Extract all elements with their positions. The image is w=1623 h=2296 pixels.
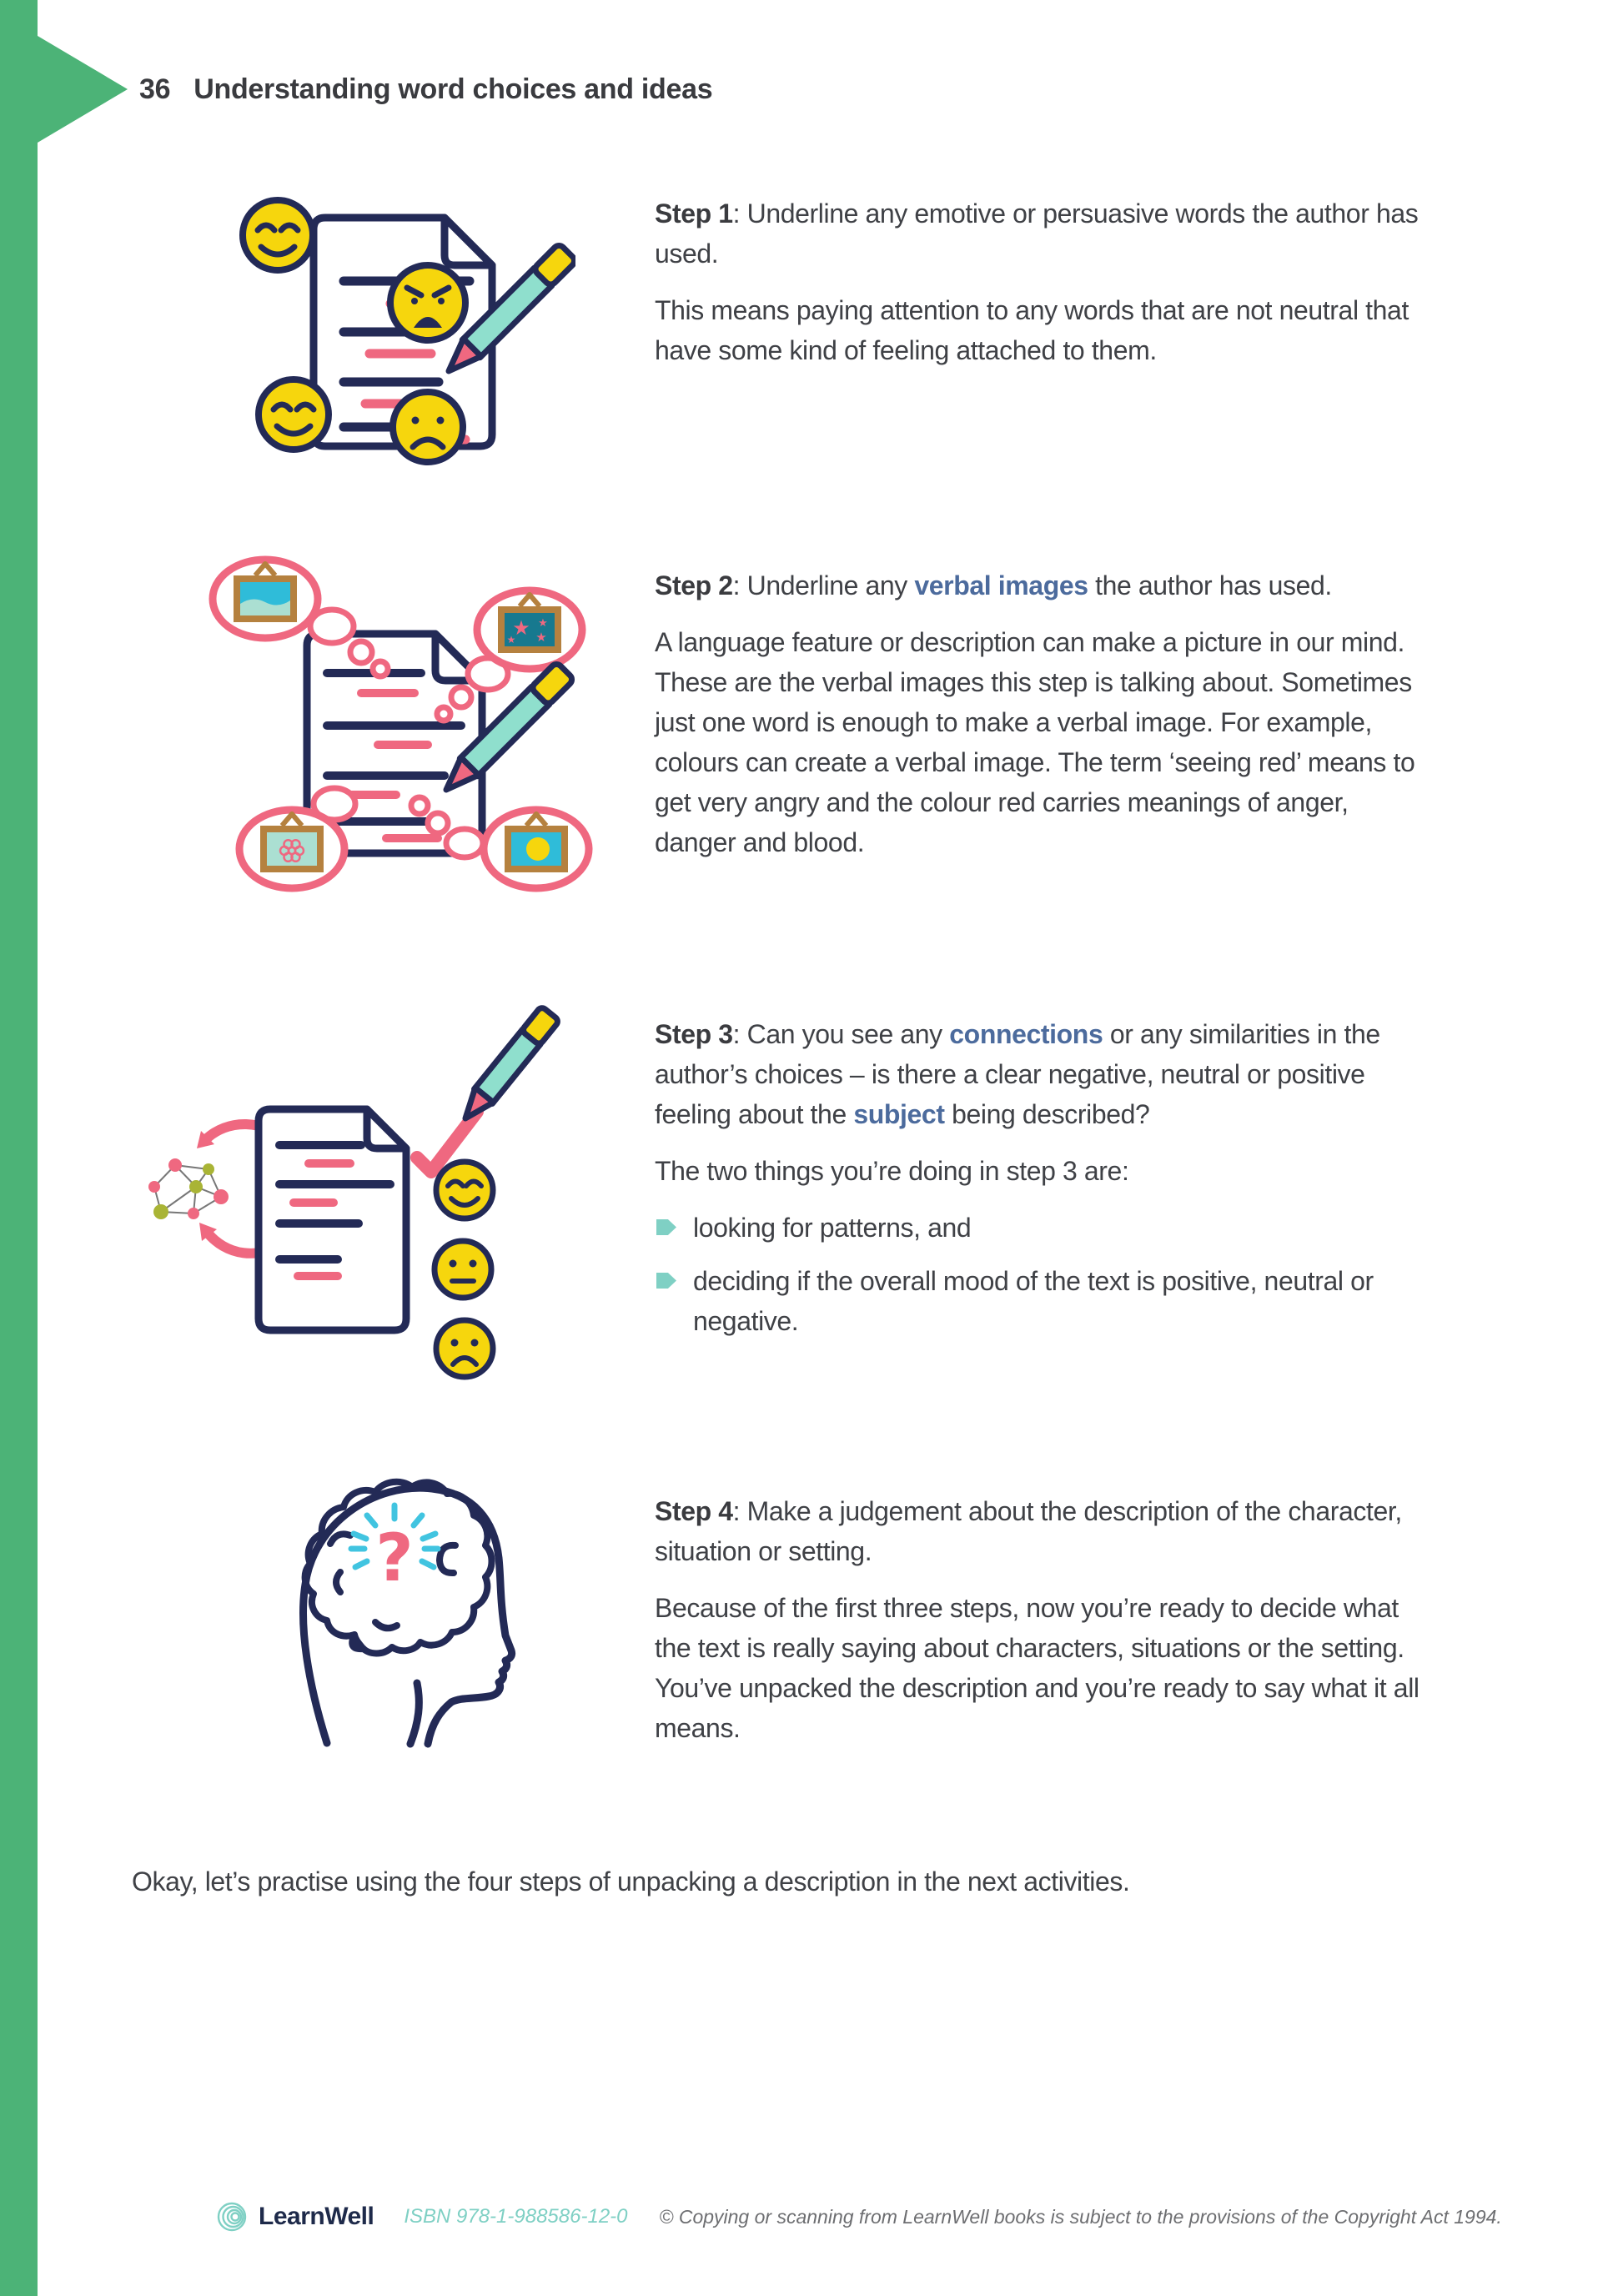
keyword-subject: subject [853, 1099, 945, 1129]
document-icon [259, 1109, 406, 1330]
svg-text:★: ★ [535, 630, 547, 645]
step4-text [655, 1491, 1435, 1765]
framed-stars-picture-icon [477, 590, 582, 669]
step1-body: This means paying attention to any words that are not neutral that have some kind of feeling attached to them. [655, 295, 1409, 365]
step1-text [655, 193, 1435, 387]
learnwell-logo-icon [215, 2200, 249, 2233]
happy-emoji-icon [259, 379, 329, 450]
closing-paragraph: Okay, let’s practise using the four steps of unpacking a description in the next activities. [132, 1866, 1130, 1897]
step3-bullet-list [655, 1208, 1435, 1341]
step3-intro: The two things you’re doing in step 3 are: [655, 1156, 1129, 1186]
sidebar-arrow-icon [38, 36, 128, 143]
sad-emoji-icon [393, 392, 463, 462]
bullet-arrow-icon [656, 1273, 676, 1289]
svg-text:★: ★ [506, 634, 516, 646]
step1-illustration [234, 188, 575, 475]
bullet-item: deciding if the overall mood of the text is positive, neutral or negative. [655, 1261, 1435, 1341]
step3-illustration [125, 1005, 651, 1426]
page-number: 36 [139, 73, 171, 105]
svg-text:★: ★ [512, 616, 530, 640]
framed-sun-picture-icon [484, 810, 589, 888]
happy-emoji-icon [243, 200, 313, 270]
brand-name: LearnWell [259, 2203, 374, 2230]
step2-illustration [196, 546, 609, 909]
page-header [139, 73, 712, 106]
step1-heading: Step 1: Underline any emotive or persuasive words the author has used. [655, 198, 1419, 269]
pencil-icon [456, 1006, 560, 1126]
step4-body: Because of the first three steps, now you’re ready to decide what the text is really saying about characters, situations or the setting. You’ve unpacked the description and you’re ready to say what it all means. [655, 1593, 1419, 1743]
step3-label: Step 3 [655, 1019, 733, 1049]
step3-heading: Step 3: Can you see any connections or any similarities in the author’s choices – is there a clear negative, neutral or positive feeling about the subject being described? [655, 1019, 1380, 1129]
step2-text [655, 565, 1435, 879]
bullet-arrow-icon [656, 1219, 676, 1235]
framed-flower-picture-icon [239, 810, 344, 888]
angry-emoji-icon [390, 265, 465, 340]
step4-label: Step 4 [655, 1496, 733, 1526]
bullet-item: looking for patterns, and [655, 1208, 1435, 1248]
page-title: Understanding word choices and ideas [193, 73, 713, 105]
neutral-emoji-icon [435, 1241, 491, 1298]
copyright-text: © Copying or scanning from LearnWell books is subject to the provisions of the Copyright Act 1994. [659, 2205, 1502, 2228]
network-graph-icon [148, 1158, 229, 1219]
isbn-text: ISBN 978-1-988586-12-0 [404, 2205, 628, 2228]
step4-heading: Step 4: Make a judgement about the description of the character, situation or setting. [655, 1496, 1402, 1566]
step2-heading: Step 2: Underline any verbal images the author has used. [655, 570, 1332, 600]
sidebar-green-bar [0, 0, 38, 2296]
step4-illustration [275, 1472, 542, 1764]
svg-text:★: ★ [538, 617, 548, 630]
step3-text [655, 1014, 1435, 1354]
keyword-verbal-images: verbal images [914, 570, 1088, 600]
page-footer [215, 2200, 1502, 2233]
step1-label: Step 1 [655, 198, 733, 229]
step2-label: Step 2 [655, 570, 733, 600]
question-mark: ? [375, 1521, 414, 1596]
sad-emoji-icon [436, 1320, 493, 1377]
step2-body: A language feature or description can make a picture in our mind. These are the verbal images this step is talking about. Sometimes just one word is enough to make a verbal image. For example, colours can create a verbal image. The term ‘seeing red’ means to get very angry and the colour red carries meanings of anger, danger and blood. [655, 627, 1415, 857]
happy-emoji-icon [436, 1162, 493, 1218]
framed-landscape-picture-icon [213, 560, 318, 638]
keyword-connections: connections [949, 1019, 1103, 1049]
